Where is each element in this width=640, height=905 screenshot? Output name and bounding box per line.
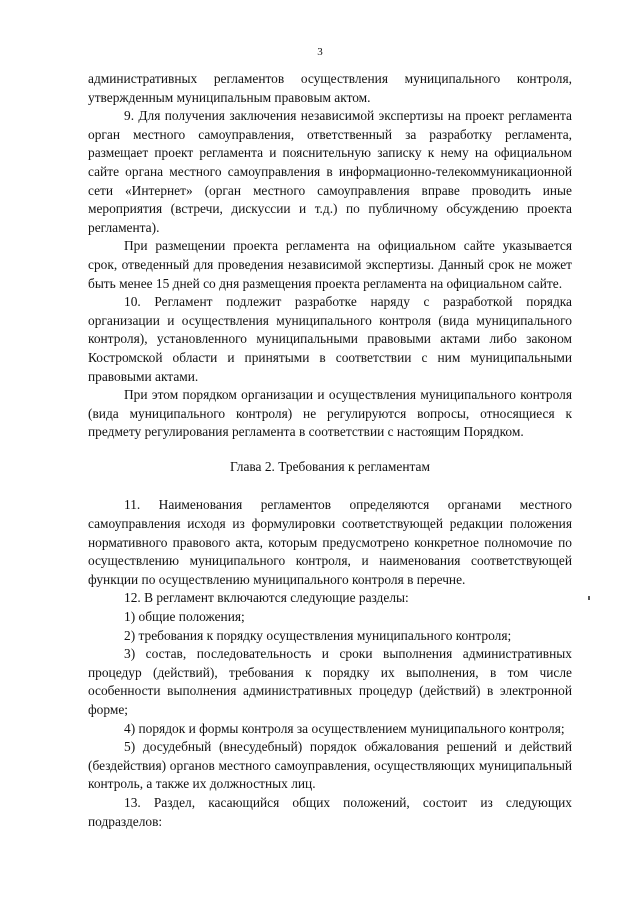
list-item-4: 4) порядок и формы контроля за осуществлением муниципального контроля; (124, 720, 565, 736)
list-item-5: 5) досудебный (внесудебный) порядок обжалования решений и действий (бездействия) органов местного самоуправления, осуществляющих муниципальный контроль, а также их должностных лиц. (88, 739, 572, 792)
list-item-1: 1) общие положения; (124, 609, 245, 625)
paragraph-10-scope: При этом порядком организации и осуществления муниципального контроля (вида муниципального контроля) не регулируются вопросы, относящиеся к предмету регулирования регламента в соответствии с настоящим Порядком. (88, 387, 572, 440)
chapter-heading: Глава 2. Требования к регламентам (230, 458, 430, 474)
paragraph-10: 10. Регламент подлежит разработке наряду с разработкой порядка организации и осуществления муниципального контроля (вида муниципального контроля), установленного муниципальными правовыми актами либо законом Костромской области и принятыми в соответствии с ним муниципальными правовыми актами. (88, 294, 572, 384)
list-item-2: 2) требования к порядку осуществления муниципального контроля; (124, 627, 512, 643)
paragraph-continuation: административных регламентов осуществления муниципального контроля, утвержденным муниципальным правовым актом. (88, 71, 572, 105)
document-body (88, 70, 572, 831)
paragraph-12: 12. В регламент включаются следующие разделы: (124, 590, 409, 606)
paragraph-13: 13. Раздел, касающийся общих положений, состоит из следующих подразделов: (88, 794, 572, 829)
scan-mark (588, 596, 590, 600)
list-item-3: 3) состав, последовательность и сроки выполнения административных процедур (действий), требования к порядку их выполнения, в том числе особенности выполнения административных процедур (действий) в электронной форме; (88, 646, 572, 717)
paragraph-9: 9. Для получения заключения независимой экспертизы на проект регламента орган местного самоуправления, ответственный за разработку регламента, размещает проект регламента и пояснительную записку к нему на официальном сайте органа местного самоуправления в информационно-телекоммуникационной сети «Интернет» (орган местного самоуправления вправе проводить иные мероприятия (встречи, дискуссии и т.д.) по публичному обсуждению проекта регламента). (88, 108, 572, 235)
page-number: 3 (317, 46, 323, 58)
paragraph-9-posting-term: При размещении проекта регламента на официальном сайте указывается срок, отведенный для проведения независимой экспертизы. Данный срок не может быть менее 15 дней со дня размещения проекта регламента на официальном сайте. (88, 238, 572, 291)
paragraph-11: 11. Наименования регламентов определяются органами местного самоуправления исходя из формулировки соответствующей редакции положения нормативного правового акта, которым предусмотрено конкретное полномочие по осуществлению муниципального контроля, и наименования соответствующей функции по осуществлению муниципального контроля в перечне. (88, 497, 572, 587)
